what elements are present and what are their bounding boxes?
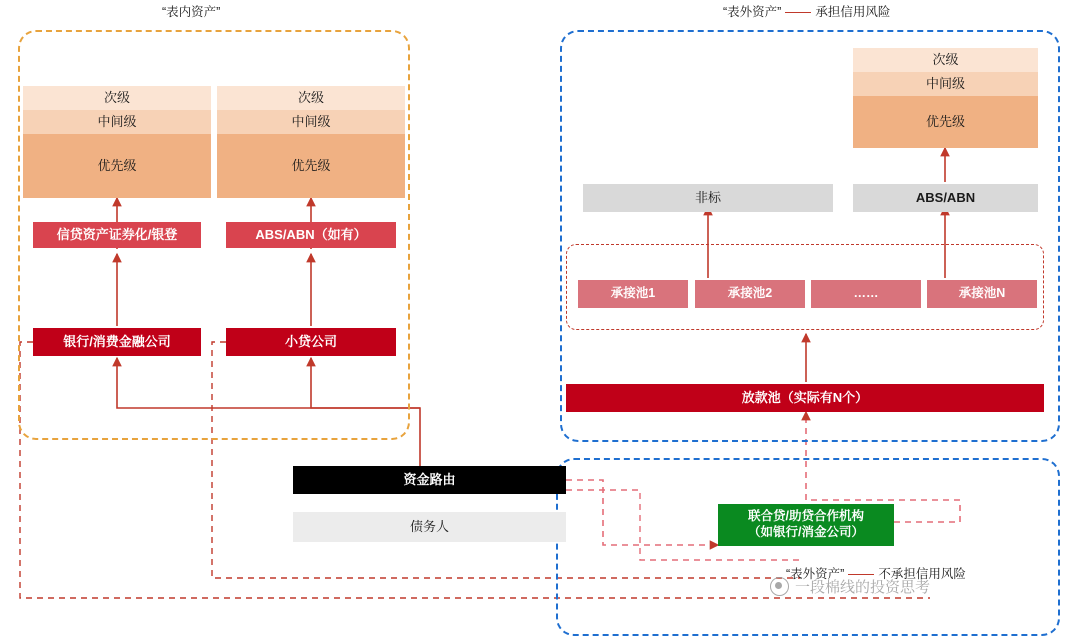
receiving-pool-n[interactable]	[927, 280, 1037, 308]
left-absabn-box[interactable]	[226, 222, 396, 248]
right-stack-mezzanine	[853, 72, 1038, 96]
lending-pool-label: 放款池（实际有N个）	[741, 389, 869, 405]
left-stack-a-subordinate	[23, 86, 211, 110]
caption-off-balance-credit-risk-text: “表外资产”	[723, 5, 782, 19]
caption-rule	[785, 12, 811, 13]
left-stack-b-subordinate-label: 次级	[297, 89, 324, 105]
left-stack-a-senior	[23, 134, 211, 198]
partner-institution-box[interactable]	[718, 504, 894, 546]
funding-route-label: 资金路由	[403, 471, 456, 487]
watermark-text: 一段棉线的投资思考	[795, 579, 931, 596]
receiving-pool-ellipsis	[811, 280, 921, 308]
receiving-pool-ellipsis-label: ……	[853, 286, 879, 301]
partner-institution-label-line2: （如银行/消金公司）	[748, 525, 864, 539]
bank-consumer-finance-label: 银行/消费金融公司	[63, 333, 171, 349]
watermark-logo-icon	[770, 577, 789, 596]
left-stack-b-senior	[217, 134, 405, 198]
caption-off-balance-no-credit-risk-tail: 不承担信用风险	[878, 567, 966, 581]
left-stack-b-senior-label: 优先级	[291, 157, 331, 173]
left-stack-a-subordinate-label: 次级	[103, 89, 130, 105]
nonstandard-asset-label: 非标	[694, 189, 721, 205]
receiving-pool-1-label: 承接池1	[610, 286, 656, 301]
caption-off-balance-credit-risk	[723, 2, 890, 20]
right-absabn-box[interactable]	[853, 184, 1038, 212]
funding-route-box[interactable]	[293, 466, 566, 494]
securitization-box[interactable]	[33, 222, 201, 248]
right-stack-mezzanine-label: 中间级	[925, 75, 965, 91]
left-stack-a-senior-label: 优先级	[97, 157, 137, 173]
receiving-pool-n-label: 承接池N	[958, 286, 1006, 301]
receiving-pool-1[interactable]	[578, 280, 688, 308]
right-stack-senior-label: 优先级	[925, 113, 965, 129]
debtor-label: 债务人	[409, 518, 449, 534]
debtor-box[interactable]	[293, 512, 566, 542]
nonstandard-asset-box[interactable]	[583, 184, 833, 212]
securitization-label: 信贷资产证券化/银登	[56, 226, 178, 242]
left-stack-b-mezzanine-label: 中间级	[291, 113, 331, 129]
caption-off-balance-no-credit-risk-text: “表外资产”	[786, 567, 845, 581]
right-absabn-label: ABS/ABN	[915, 189, 976, 205]
right-stack-subordinate-label: 次级	[932, 51, 959, 67]
right-stack-senior	[853, 96, 1038, 148]
caption-off-balance-credit-risk-tail: 承担信用风险	[815, 5, 891, 19]
left-stack-a-mezzanine-label: 中间级	[97, 113, 137, 129]
receiving-pool-2[interactable]	[695, 280, 805, 308]
left-absabn-label: ABS/ABN（如有）	[255, 226, 367, 242]
watermark	[770, 576, 930, 597]
group-off-balance-no-credit-risk-frame	[556, 458, 1060, 636]
left-stack-b-mezzanine	[217, 110, 405, 134]
caption-on-balance	[162, 2, 220, 20]
caption-on-balance-text: “表内资产”	[162, 5, 221, 19]
lending-pool-bar[interactable]	[566, 384, 1044, 412]
right-stack-subordinate	[853, 48, 1038, 72]
receiving-pool-2-label: 承接池2	[727, 286, 773, 301]
microloan-company-box[interactable]	[226, 328, 396, 356]
bank-consumer-finance-box[interactable]	[33, 328, 201, 356]
partner-institution-label-line1: 联合贷/助贷合作机构	[748, 509, 864, 524]
left-stack-a-mezzanine	[23, 110, 211, 134]
microloan-company-label: 小贷公司	[284, 333, 337, 349]
left-stack-b-subordinate	[217, 86, 405, 110]
